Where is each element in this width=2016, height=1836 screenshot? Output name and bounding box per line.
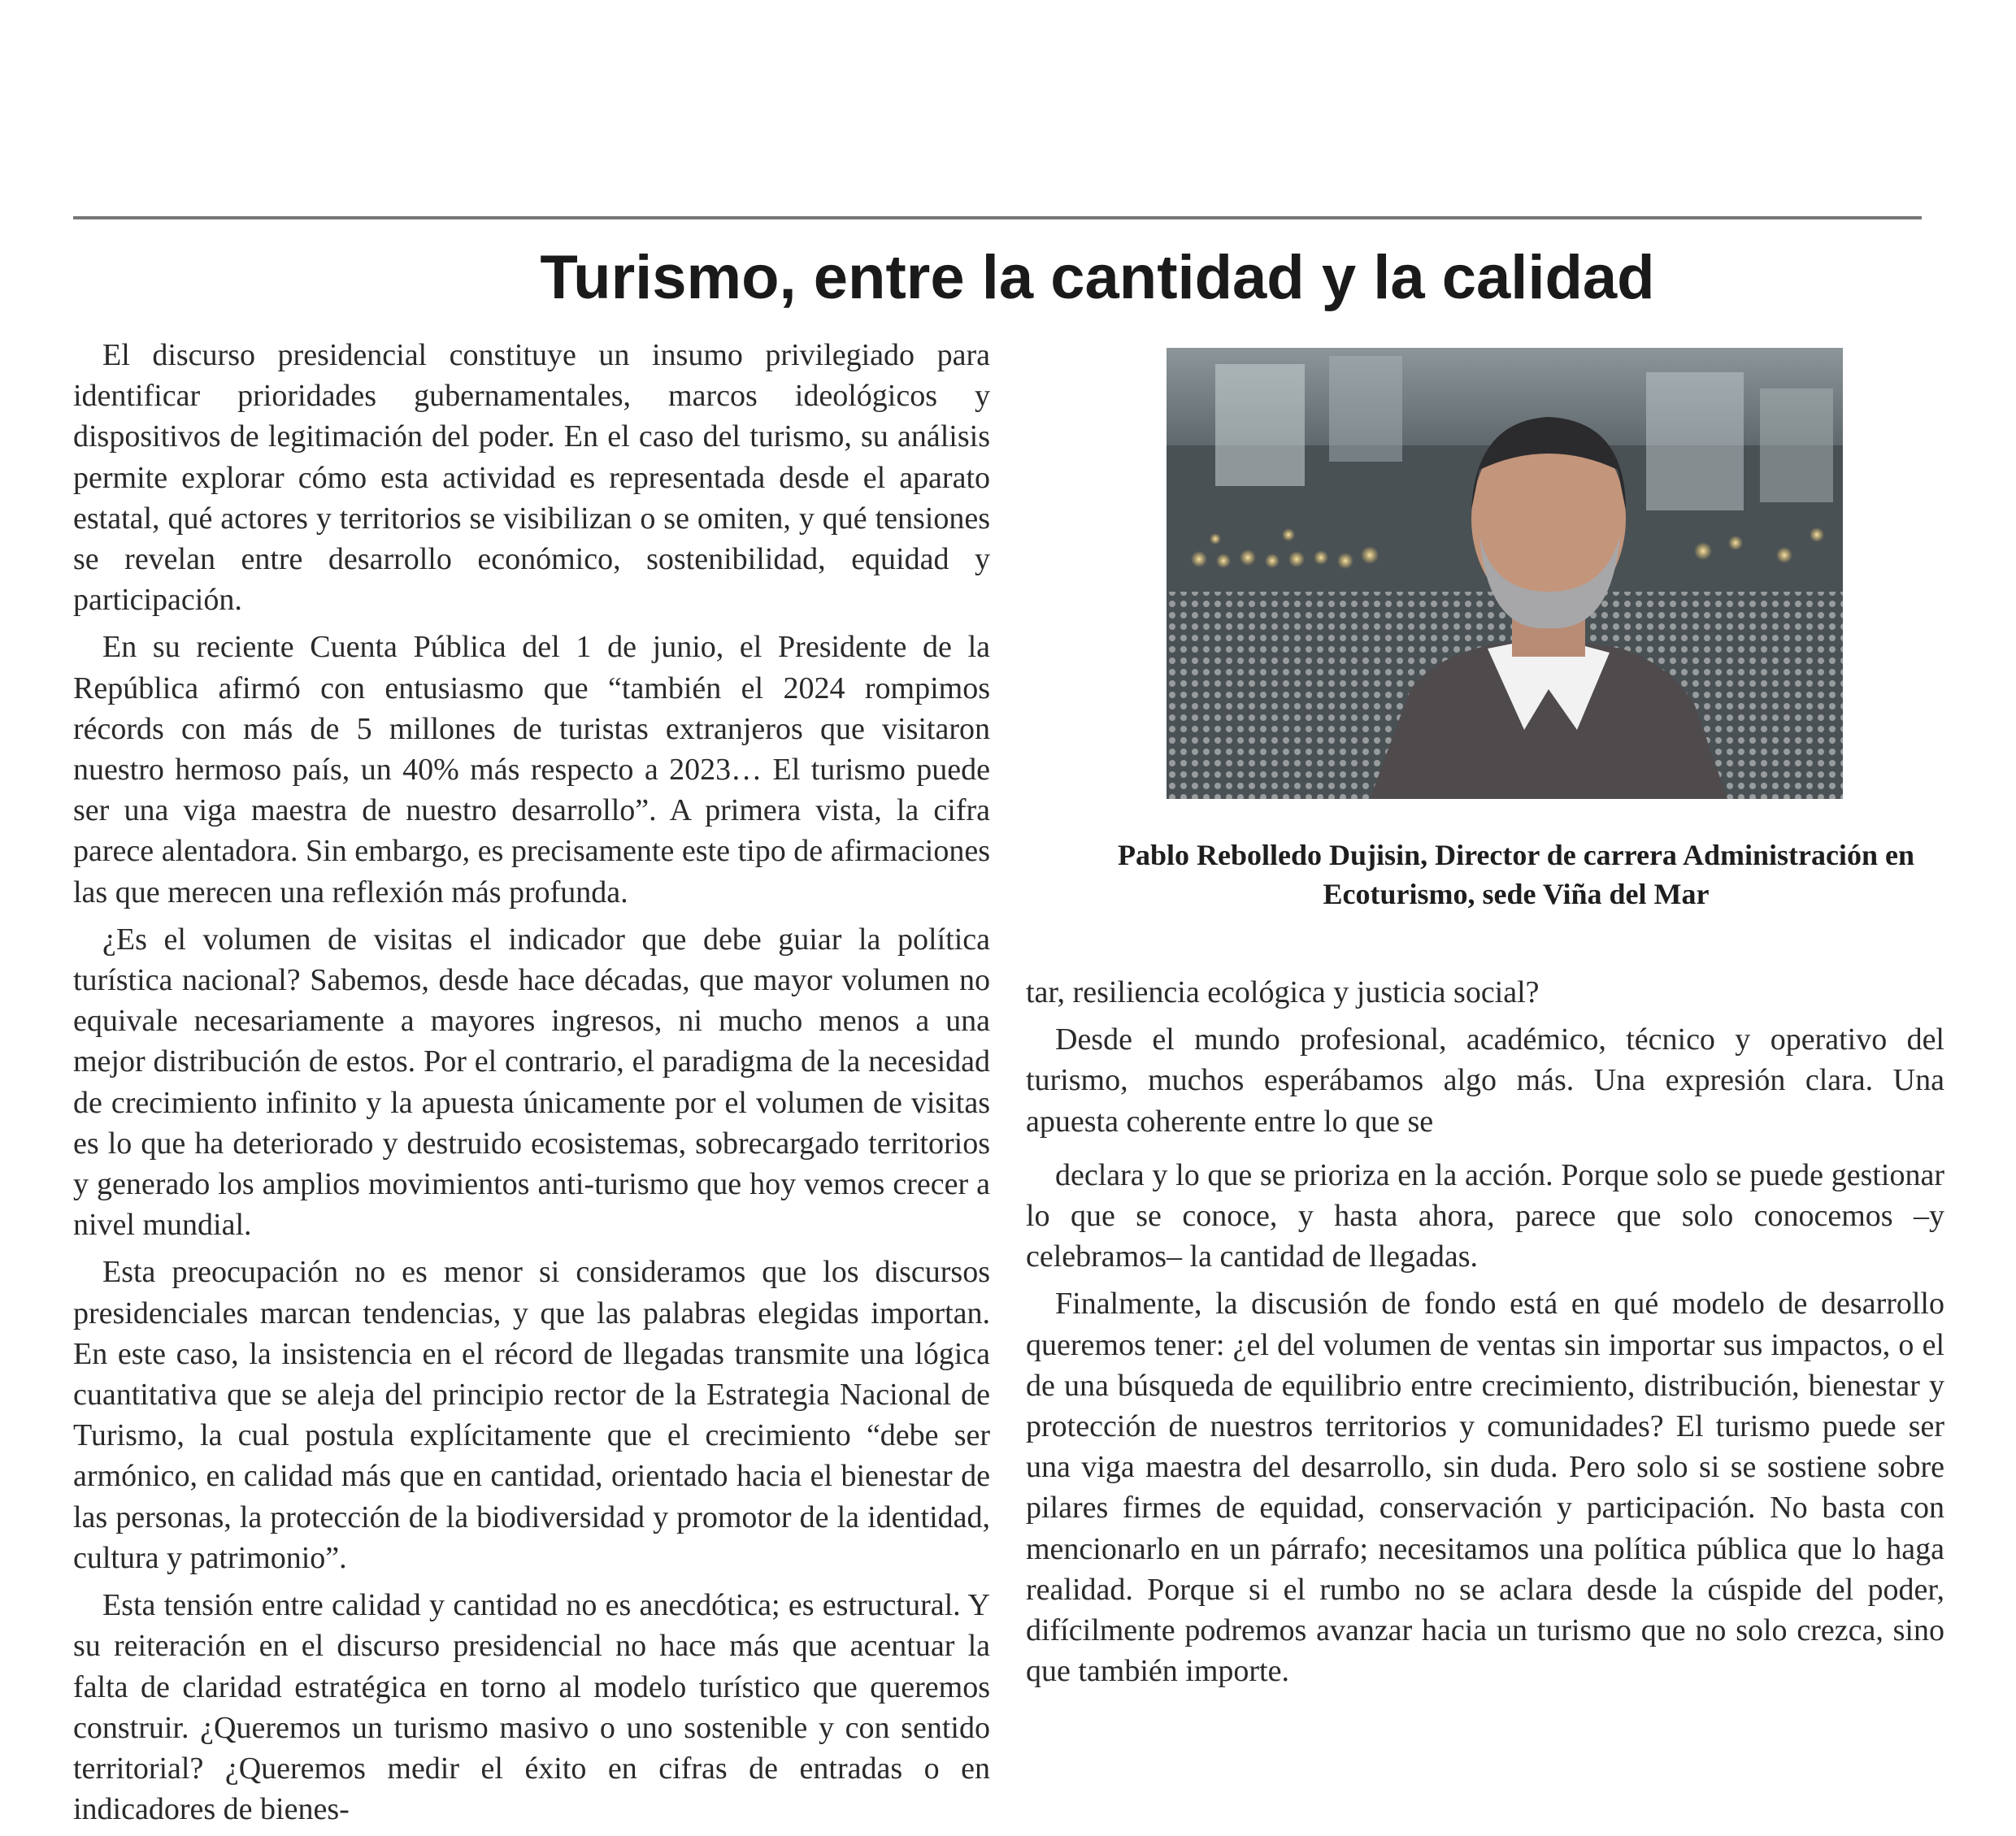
caption-line-2: Ecoturismo, sede Viña del Mar: [1323, 878, 1710, 910]
photo-caption: [1049, 836, 1983, 914]
paragraph-3: ¿Es el volumen de visitas el indicador que debe guiar la política turística nacional? Sabemos, desde hace décadas, que mayor volumen no equivale necesariamente a mayores ingresos, ni mucho menos a una mejor distribución de estos. Por el contrario, el paradigma de la necesidad de crecimiento infinito y la apuesta únicamente por el volumen de visitas es lo que ha deteriorado y destruido ecosistemas, sobrecargado territorios y generado los amplios movimientos anti-turismo que hoy vemos crecer a nivel mundial.: [73, 922, 990, 1243]
right-column: [1026, 972, 1944, 1698]
paragraph-5: Esta tensión entre calidad y cantidad no es anecdótica; es estructural. Y su reiteración en el discurso presidencial no hace más que acentuar la falta de claridad estratégica en torno al modelo turístico que queremos construir. ¿Queremos un turismo masivo o uno sostenible y con sentido territorial? ¿Queremos medir el éxito en cifras de entradas o en indicadores de bienes-: [73, 1588, 990, 1827]
paragraph-6: Desde el mundo profesional, académico, técnico y operativo del turismo, muchos esperábamos algo más. Una expresión clara. Una apuesta coherente entre lo que se: [1026, 1022, 1944, 1139]
article-title: Turismo, entre la cantidad y la calidad: [540, 243, 1655, 312]
portrait-photo-icon: [1167, 348, 1843, 799]
header-rule: [73, 216, 1922, 219]
caption-line-1: Pablo Rebolledo Dujisin, Director de carrera Administración en: [1118, 839, 1914, 871]
paragraph-2: En su reciente Cuenta Pública del 1 de junio, el Presidente de la República afirmó con entusiasmo que “también el 2024 rompimos récords con más de 5 millones de turistas extranjeros que visitaron nuestro hermoso país, un 40% más respecto a 2023… El turismo puede ser una viga maestra de nuestro desarrollo”. A primera vista, la cifra parece alentadora. Sin embargo, es precisamente este tipo de afirmaciones las que merecen una reflexión más profunda.: [73, 630, 990, 909]
paragraph-5-continued: tar, resiliencia ecológica y justicia social?: [1026, 975, 1540, 1009]
paragraph-6-continued: declara y lo que se prioriza en la acción. Porque solo se puede gestionar lo que se conoce, y hasta ahora, parece que solo conocemos –y celebramos– la cantidad de llegadas.: [1026, 1157, 1944, 1274]
author-portrait-photo: [1167, 348, 1843, 799]
paragraph-4: Esta preocupación no es menor si consideramos que los discursos presidenciales marcan tendencias, y que las palabras elegidas importan. En este caso, la insistencia en el récord de llegadas transmite una lógica cuantitativa que se aleja del principio rector de la Estrategia Nacional de Turismo, la cual postula explícitamente que el crecimiento “debe ser armónico, en calidad más que en cantidad, orientado hacia el bienestar de las personas, la protección de la biodiversidad y promotor de la identidad, cultura y patrimonio”.: [73, 1255, 990, 1575]
paragraph-7: Finalmente, la discusión de fondo está en qué modelo de desarrollo queremos tener: ¿el del volumen de ventas sin importar sus impactos, o el de una búsqueda de equilibrio entre crecimiento, distribución, bienestar y protección de nuestros territorios y comunidades? El turismo puede ser una viga maestra del desarrollo, sin duda. Pero solo si se sostiene sobre pilares firmes de equidad, conservación y participación. No basta con mencionarlo en un párrafo; necesitamos una política pública que lo haga realidad. Porque si el rumbo no se aclara desde la cúspide del poder, difícilmente podremos avanzar hacia un turismo que no solo crezca, sino que también importe.: [1026, 1287, 1944, 1689]
paragraph-1: El discurso presidencial constituye un insumo privilegiado para identificar prioridades gubernamentales, marcos ideológicos y dispositivos de legitimación del poder. En el caso del turismo, su análisis permite explorar cómo esta actividad es representada desde el aparato estatal, qué actores y territorios se visibilizan o se omiten, y qué tensiones se revelan entre desarrollo económico, sostenibilidad, equidad y participación.: [73, 338, 990, 618]
left-column: [73, 335, 990, 1836]
